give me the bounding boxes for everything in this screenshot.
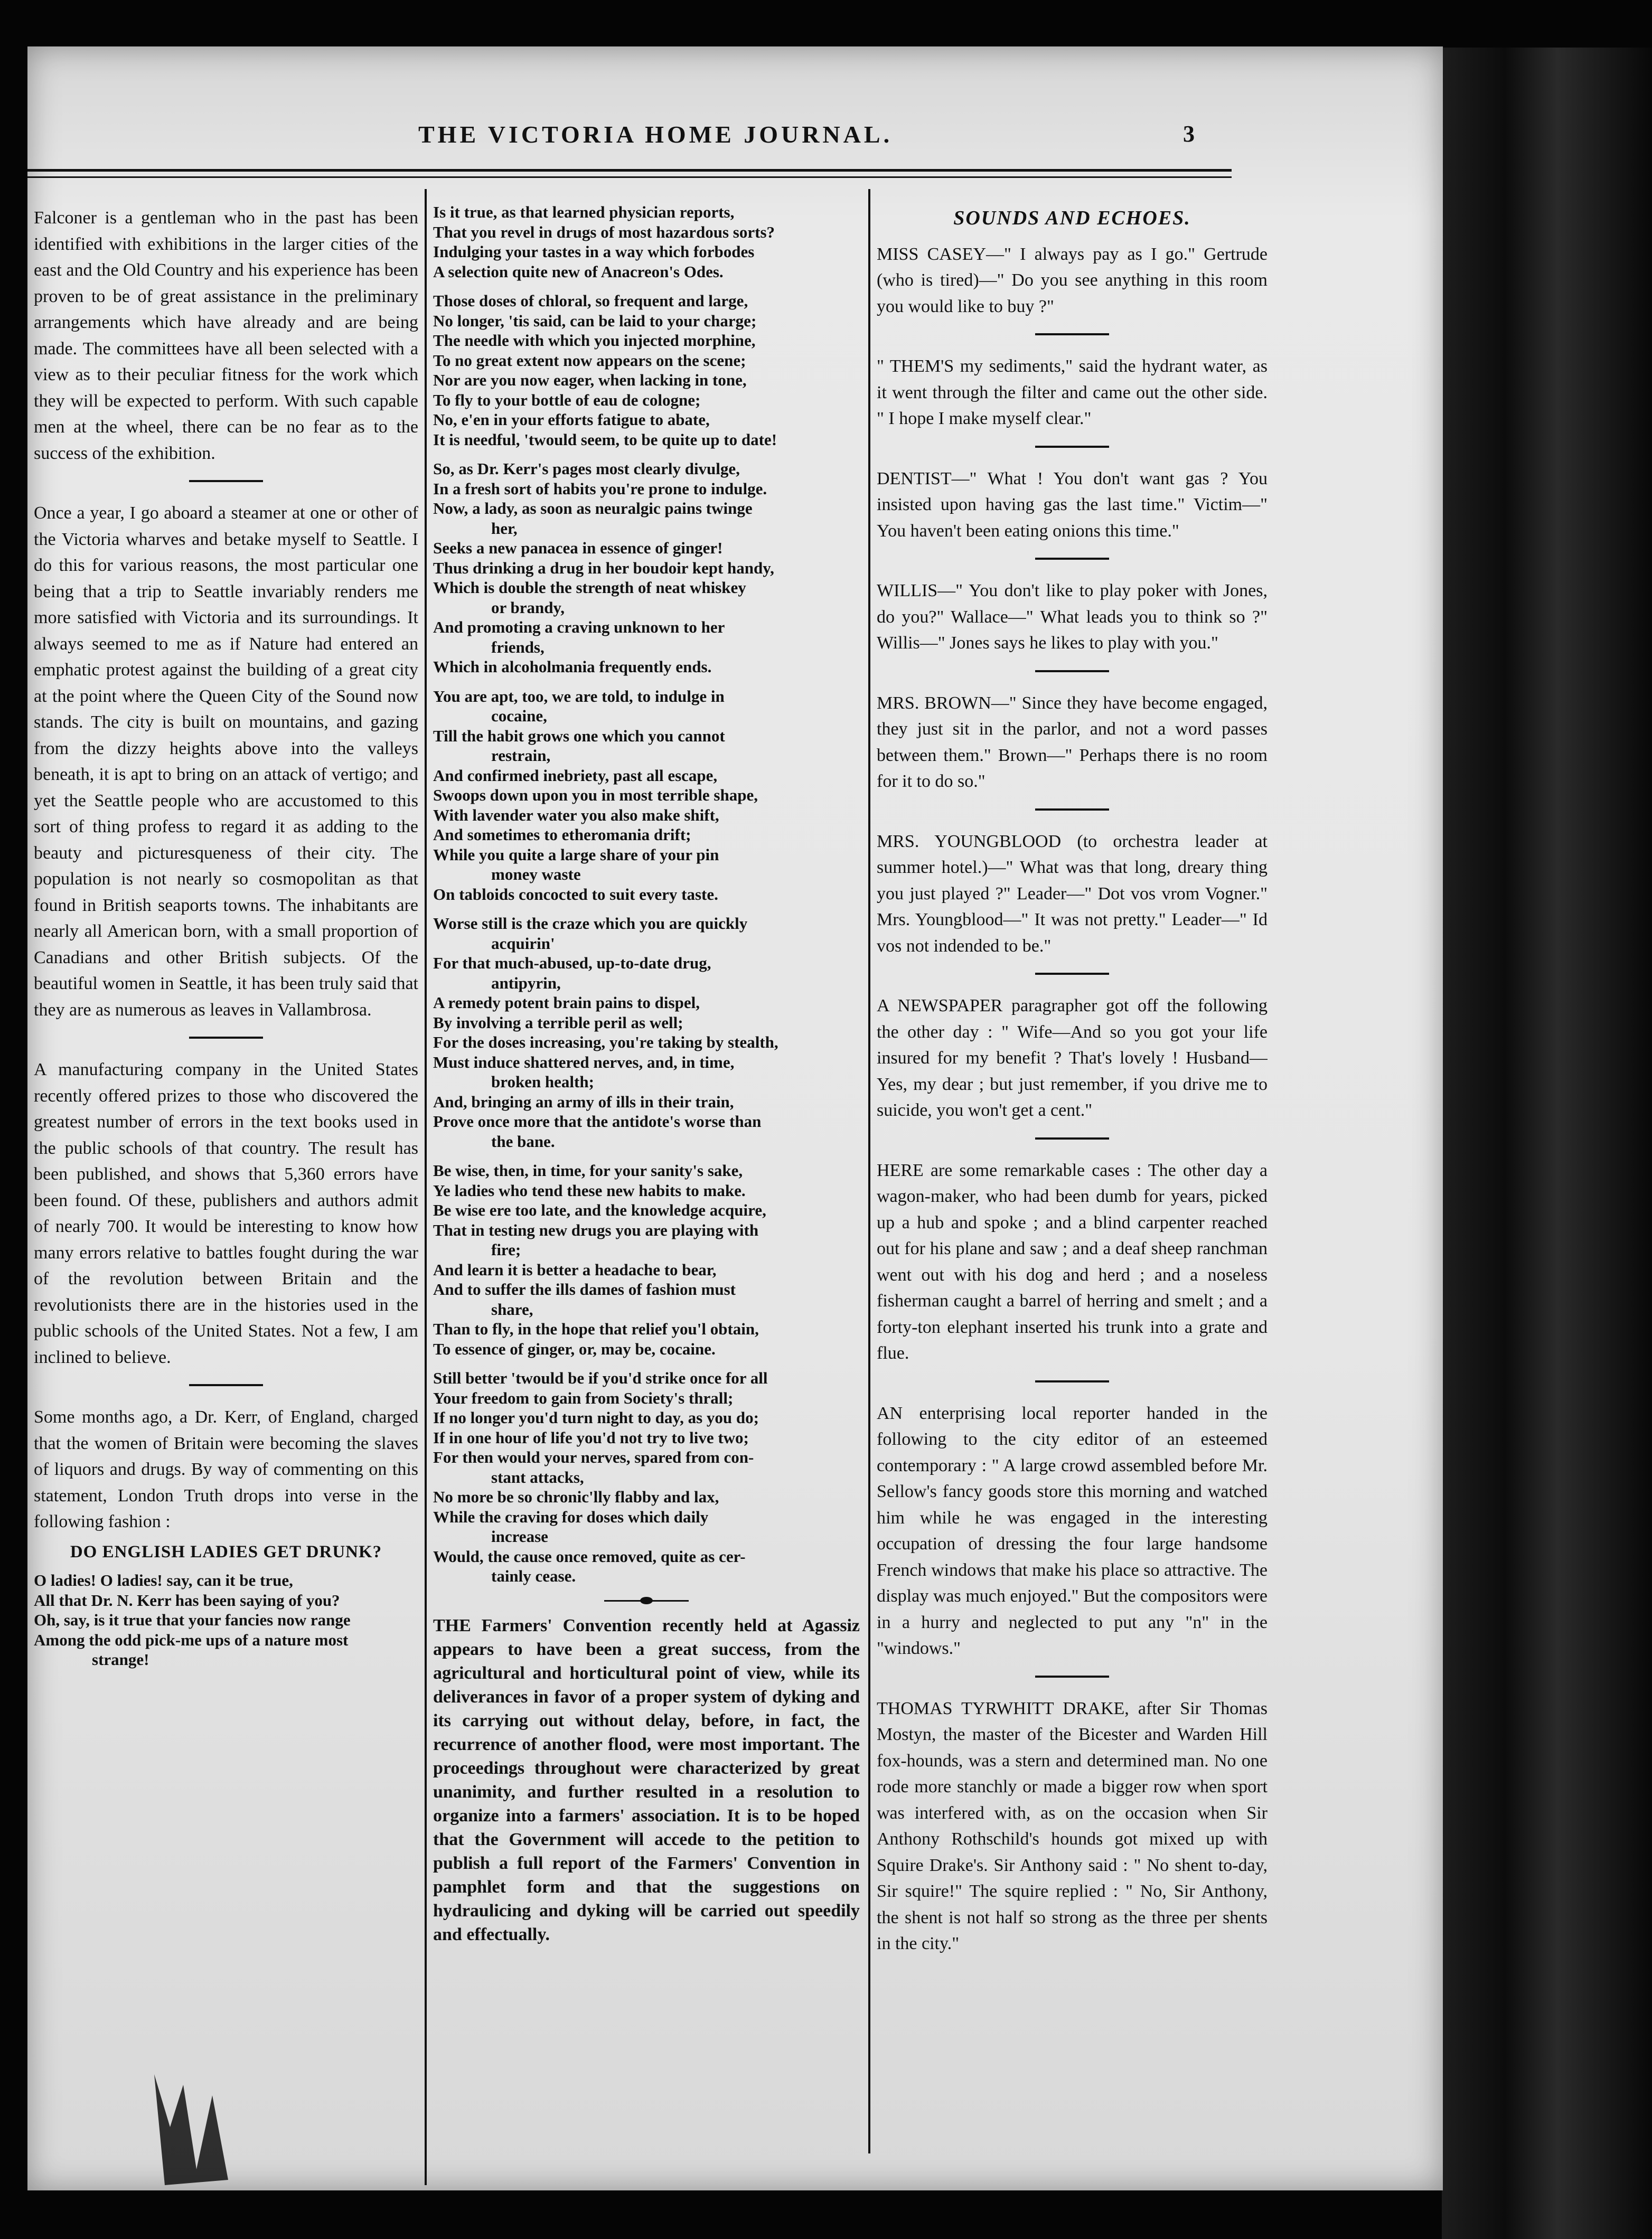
poem-line: Seeks a new panacea in essence of ginger! xyxy=(433,539,723,557)
article-dr-kerr: Some months ago, a Dr. Kerr, of England, charged that the women of Britain were becoming the slaves of liquors and drugs. By way of commenting on this statement, London Truth drops into verse in the following fashion : xyxy=(34,1407,418,1531)
poem-line: her, xyxy=(491,519,518,538)
poem-line: Which in alcoholmania frequently ends. xyxy=(433,657,712,676)
poem-line: cocaine, xyxy=(491,707,547,725)
poem-line: For the doses increasing, you're taking by stealth, xyxy=(433,1033,778,1051)
article-separator xyxy=(189,1037,263,1039)
echo-item: THOMAS TYRWHITT DRAKE, after Sir Thomas Mostyn, the master of the Bicester and Warden Hill fox-hounds, was a stern and determined man. No one rode more stanchly or made a bigger row when sport was interfered with, as on the occasion when Sir Anthony Rothschild's hounds got mixed up with Squire Drake's. Sir Anthony said : " No shent to-day, Sir squire!" The squire replied : " No, Sir Anthony, the shent is not half so strong as the three per shents in the city." xyxy=(877,1698,1268,1953)
poem-stanza xyxy=(433,459,860,677)
poem-line: Thus drinking a drug in her boudoir kept handy, xyxy=(433,558,774,577)
poem-stanza xyxy=(433,686,860,905)
poem-line: While you quite a large share of your pin xyxy=(433,845,719,864)
poem-stanza xyxy=(433,202,860,281)
poem-line: broken health; xyxy=(491,1073,594,1091)
article-farmers-convention: THE Farmers' Convention recently held at Agassiz appears to have been a great success, from the agricultural and horticultural point of view, while its deliverances in favor of a proper system of dyking and its carrying out without delay, before, in fact, the recurrence of another flood, were most important. The proceedings throughout were characterized by great unanimity, and further resulted in a resolution to organize into a farmers' association. It is to be hoped that the Government will accede to the petition to publish a full report of the Farmers' Convention in pamphlet form and that the suggestions on hydraulicing and dyking will be carried out speedily and effectually. xyxy=(433,1615,860,1944)
poem-line: Till the habit grows one which you cannot xyxy=(433,726,725,745)
poem-line: increase xyxy=(491,1527,548,1546)
poem-line: To essence of ginger, or, may be, cocaine. xyxy=(433,1339,716,1358)
poem-line: The needle with which you injected morphine, xyxy=(433,331,756,350)
poem-line: Is it true, as that learned physician reports, xyxy=(433,203,735,221)
poem-line: O ladies! O ladies! say, can it be true, xyxy=(34,1571,293,1589)
page-number: 3 xyxy=(1183,121,1195,147)
poem-stanza xyxy=(34,1570,418,1670)
poem-line: Now, a lady, as soon as neuralgic pains twinge xyxy=(433,499,753,518)
article-text-books: A manufacturing company in the United States recently offered prizes to those who discovered the greatest number of errors in the text books used in the public schools of that country. The result has been published, and shows that 5,360 errors have been found. Of these, publishers and authors admit of nearly 700. It would be interesting to know how many errors relative to battles fought during the war of the revolution between Britain and the revolutionists there are in the histories used in the public schools of the United States. Not a few, I am inclined to believe. xyxy=(34,1060,418,1367)
poem-line: Be wise, then, in time, for your sanity's sake, xyxy=(433,1161,743,1180)
poem-line: money waste xyxy=(491,865,581,883)
poem-line: fire; xyxy=(491,1240,521,1259)
poem-line: If in one hour of life you'd not try to live two; xyxy=(433,1428,749,1447)
poem-line: Be wise ere too late, and the knowledge acquire, xyxy=(433,1201,766,1219)
poem-stanza xyxy=(433,291,860,449)
poem-line: strange! xyxy=(92,1650,149,1669)
poem-line: Nor are you now eager, when lacking in tone, xyxy=(433,371,747,389)
poem-line: To no great extent now appears on the scene; xyxy=(433,351,746,370)
sounds-and-echoes-list xyxy=(877,241,1268,1957)
column-rule-1 xyxy=(425,189,427,2185)
article-separator xyxy=(1035,558,1109,560)
poem-line: All that Dr. N. Kerr has been saying of you? xyxy=(34,1591,340,1610)
article-separator xyxy=(604,1596,689,1605)
poem-line: And sometimes to etheromania drift; xyxy=(433,825,691,844)
article-separator xyxy=(189,480,263,482)
poem-line: On tabloids concocted to suit every taste. xyxy=(433,885,718,904)
article-exhibition: Falconer is a gentleman who in the past has been identified with exhibitions in the larger cities of the east and the Old Country and his experience has been proven to be of great assistance in the preliminary arrangements which have already and are being made. The committees have all been selected with a view as to their peculiar fitness for the work which they will be expected to perform. With such capable men at the wheel, there can be no fear as to the success of the exhibition. xyxy=(34,208,418,463)
poem-line: Among the odd pick-me ups of a nature most xyxy=(34,1630,349,1649)
poem-line: And, bringing an army of ills in their train, xyxy=(433,1092,734,1111)
poem-body xyxy=(433,202,860,1586)
poem-line: That you revel in drugs of most hazardous sorts? xyxy=(433,222,775,241)
echo-item: A NEWSPAPER paragrapher got off the following the other day : " Wife—And so you got your life insured for my benefit ? That's lovely ! Husband—Yes, my dear ; but just remember, if you drive me to suicide, you won't get a cent." xyxy=(877,996,1268,1120)
poem-line: share, xyxy=(491,1300,533,1319)
poem-line: Your freedom to gain from Society's thrall; xyxy=(433,1388,734,1407)
article-separator xyxy=(1035,446,1109,448)
poem-line: the bane. xyxy=(491,1132,555,1151)
section-title: SOUNDS AND ECHOES. xyxy=(953,207,1191,229)
article-separator xyxy=(1035,670,1109,672)
poem-line: Indulging your tastes in a way which forbodes xyxy=(433,242,755,261)
book-binding-edge xyxy=(1442,48,1652,2239)
poem-line: No more be so chronic'lly flabby and lax, xyxy=(433,1488,719,1506)
newspaper-page xyxy=(27,46,1443,2190)
column-middle xyxy=(433,202,860,2177)
poem-line: By involving a terrible peril as well; xyxy=(433,1013,683,1032)
poem-line: Swoops down upon you in most terrible shape, xyxy=(433,786,758,804)
poem-line: friends, xyxy=(491,637,545,656)
poem-line: Prove once more that the antidote's worse than xyxy=(433,1112,762,1131)
echo-item: WILLIS—" You don't like to play poker with Jones, do you?" Wallace—" What leads you to think so ?" Willis—" Jones says he likes to play with you." xyxy=(877,581,1268,653)
article-separator xyxy=(1035,1380,1109,1382)
ink-blot-mark xyxy=(133,2064,270,2190)
poem-line: or brandy, xyxy=(491,598,565,617)
poem-stanza xyxy=(433,1368,860,1586)
poem-line: While the craving for doses which daily xyxy=(433,1507,709,1526)
article-seattle: Once a year, I go aboard a steamer at one or other of the Victoria wharves and betake myself to Seattle. I do this for various reasons, the most particular one being that a trip to Seattle invariably renders me more satisfied with Victoria and its surroundings. It always seemed to me as if Nature had entered an emphatic protest against the building of a great city at the point where the Queen City of the Sound now stands. The city is built on mountains, and gazing from the dizzy heights above into the valleys beneath, it is apt to bring on an attack of vertigo; and yet the Seattle people who are accustomed to this sort of thing profess to regard it as adding to the beauty and picturesqueness of their city. The population is not nearly so cosmopolitan as that found in British seaports towns. The inhabitants are nearly all American born, with a small proportion of Canadians and other British subjects. Of the beautiful women in Seattle, it has been truly said that they are as numerous as leaves in Vallambrosa. xyxy=(34,503,418,1020)
poem-line: Those doses of chloral, so frequent and large, xyxy=(433,291,748,310)
echo-item: MISS CASEY—" I always pay as I go." Gertrude (who is tired)—" Do you see anything in this room you would like to buy ?" xyxy=(877,244,1268,316)
poem-line: Still better 'twould be if you'd strike once for all xyxy=(433,1369,768,1387)
poem-line: Worse still is the craze which you are quickly xyxy=(433,914,748,933)
poem-line: A selection quite new of Anacreon's Odes. xyxy=(433,262,724,281)
poem-line: Must induce shattered nerves, and, in time, xyxy=(433,1052,735,1071)
poem-line: For that much-abused, up-to-date drug, xyxy=(433,954,711,972)
echo-item: AN enterprising local reporter handed in the following to the city editor of an esteemed contemporary : " A large crowd assembled before Mr. Sellow's fancy goods store this morning and watched him while he was engaged in the interesting occupation of dressing the four large handsome French windows that make his place so attractive. The display was much enjoyed." But the compositors were in a hurry and neglected to put any "n" in the "windows." xyxy=(877,1403,1268,1658)
article-separator xyxy=(1035,973,1109,975)
column-rule-2 xyxy=(868,189,870,2153)
poem-line: antipyrin, xyxy=(491,973,561,992)
poem-stanza xyxy=(433,914,860,1151)
header-rule-bottom xyxy=(27,176,1232,178)
poem-line: If no longer you'd turn night to day, as you do; xyxy=(433,1408,759,1427)
masthead: THE VICTORIA HOME JOURNAL. xyxy=(418,121,893,148)
poem-line: And to suffer the ills dames of fashion must xyxy=(433,1280,736,1299)
article-separator xyxy=(1035,1676,1109,1678)
article-separator xyxy=(1035,333,1109,335)
poem-line: And promoting a craving unknown to her xyxy=(433,618,725,636)
poem-line: stant attacks, xyxy=(491,1467,584,1487)
poem-line: tainly cease. xyxy=(491,1567,576,1585)
poem-line: For then would your nerves, spared from con- xyxy=(433,1448,754,1466)
poem-line: No longer, 'tis said, can be laid to your charge; xyxy=(433,311,757,330)
echo-item: DENTIST—" What ! You don't want gas ? You insisted upon having gas the last time." Victim—" You haven't been eating onions this time." xyxy=(877,468,1268,541)
poem-line: Oh, say, is it true that your fancies now range xyxy=(34,1611,351,1629)
poem-line: Ye ladies who tend these new habits to make. xyxy=(433,1181,746,1200)
poem-line: acquirin' xyxy=(491,934,555,953)
poem-line: You are apt, too, we are told, to indulge in xyxy=(433,686,725,705)
poem-line: Would, the cause once removed, quite as cer- xyxy=(433,1547,746,1566)
poem-line: It is needful, 'twould seem, to be quite up to date! xyxy=(433,430,777,449)
column-left xyxy=(34,205,418,2169)
header-rule-top xyxy=(27,169,1232,172)
article-separator xyxy=(1035,808,1109,811)
poem-line: That in testing new drugs you are playing with xyxy=(433,1220,759,1239)
echo-item: MRS. BROWN—" Since they have become engaged, they just sit in the parlor, and not a word passes between them." Brown—" Perhaps there is no room for it to do so." xyxy=(877,693,1268,791)
poem-line: restrain, xyxy=(491,746,551,765)
column-right xyxy=(877,202,1268,2156)
echo-item: MRS. YOUNGBLOOD (to orchestra leader at summer hotel.)—" What was that long, dreary thing you just played ?" Leader—" Dot vos vrom Vogner." Mrs. Youngblood—" It was not pretty." Leader—" Id vos not indended to be." xyxy=(877,831,1268,956)
poem-line: To fly to your bottle of eau de cologne; xyxy=(433,390,701,409)
article-separator xyxy=(189,1384,263,1386)
poem-line: With lavender water you also make shift, xyxy=(433,805,719,824)
poem-line: In a fresh sort of habits you're prone to indulge. xyxy=(433,479,767,498)
echo-item: HERE are some remarkable cases : The other day a wagon-maker, who had been dumb for years, picked up a hub and spoke ; and a blind carpenter reached out for his plane and saw ; and a deaf sheep ranchman went out with his dog and herd ; and a noseless fisherman caught a barrel of herring and smelt ; and a forty-ton elephant inserted his trunk into a grate and flue. xyxy=(877,1160,1268,1363)
poem-line: A remedy potent brain pains to dispel, xyxy=(433,993,700,1012)
poem-line: And confirmed inebriety, past all escape, xyxy=(433,766,718,785)
article-separator xyxy=(1035,1137,1109,1140)
poem-line: No, e'en in your efforts fatigue to abate, xyxy=(433,410,710,429)
poem-title: DO ENGLISH LADIES GET DRUNK? xyxy=(70,1542,382,1561)
echo-item: " THEM'S my sediments," said the hydrant water, as it went through the filter and came out the other side. " I hope I make myself clear." xyxy=(877,356,1268,428)
poem-line: And learn it is better a headache to bear, xyxy=(433,1260,717,1279)
poem-line: Than to fly, in the hope that relief you'l obtain, xyxy=(433,1320,759,1338)
poem-line: Which is double the strength of neat whiskey xyxy=(433,578,746,597)
poem-line: So, as Dr. Kerr's pages most clearly divulge, xyxy=(433,459,740,478)
poem-stanza xyxy=(433,1161,860,1359)
